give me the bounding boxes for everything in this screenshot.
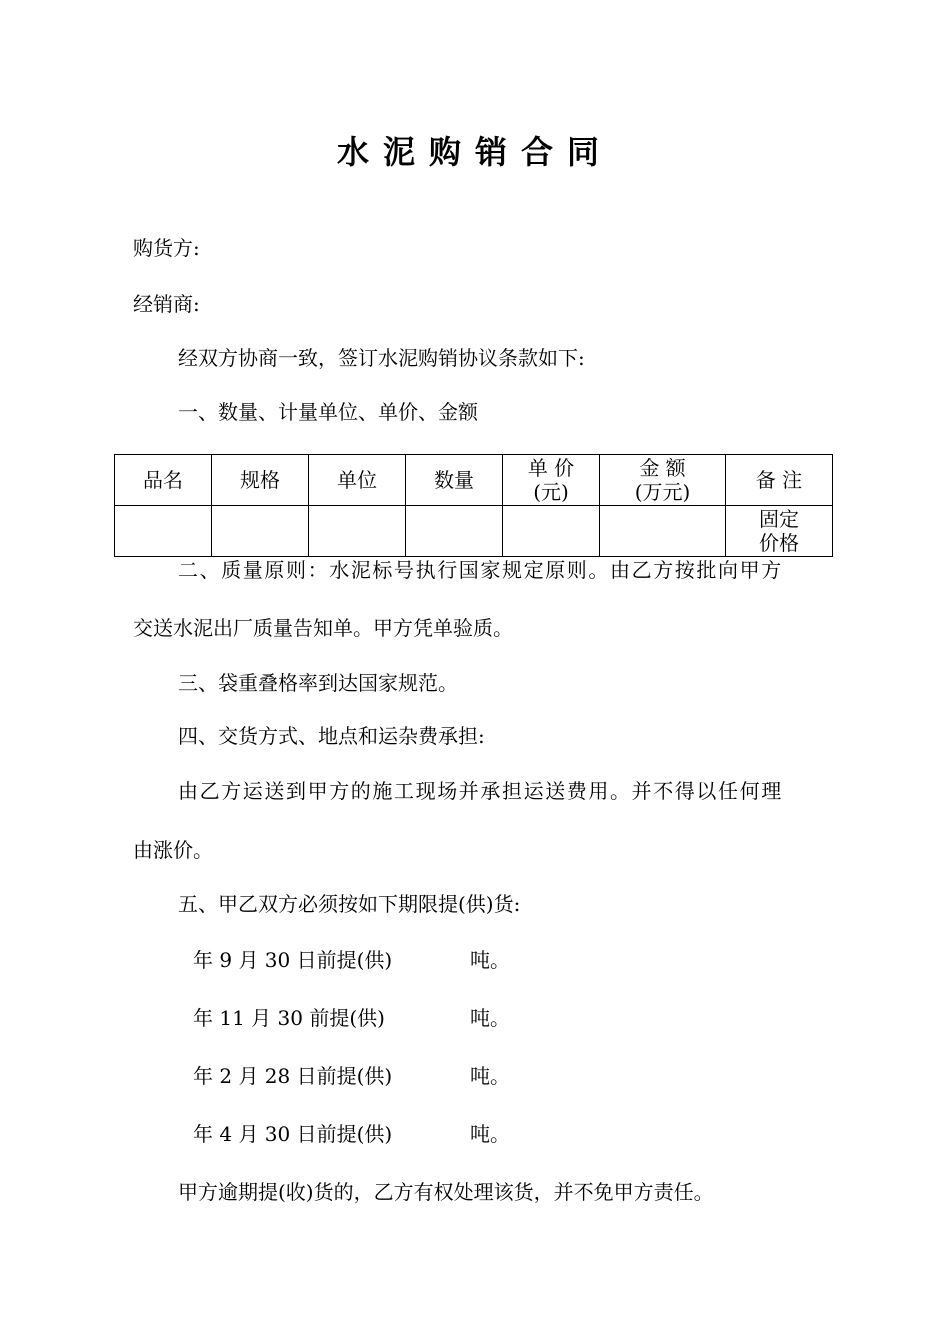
cell-unit-price <box>503 506 600 557</box>
schedule-date-3: 年 2 月 28 日前提(供) <box>193 1064 393 1088</box>
goods-table <box>114 454 833 557</box>
cell-unit <box>309 506 406 557</box>
intro-text: 经双方协商一致，签订水泥购销协议条款如下: <box>178 346 585 370</box>
header-amount-unit: (万元) <box>634 480 691 504</box>
cell-product-name <box>115 506 212 557</box>
overdue-clause: 甲方逾期提(收)货的，乙方有权处理该货，并不免甲方责任。 <box>178 1180 714 1204</box>
header-unit-price-label: 单 价 <box>527 456 575 480</box>
header-amount <box>600 455 726 506</box>
section-3: 三、袋重叠格率到达国家规范。 <box>178 671 458 695</box>
schedule-unit-3: 吨。 <box>470 1064 510 1088</box>
cell-spec <box>212 506 309 557</box>
document-title: 水泥购销合同 <box>336 133 613 171</box>
buyer-label: 购货方: <box>133 236 200 260</box>
cell-remarks-line1: 固定 <box>759 507 799 531</box>
schedule-unit-1: 吨。 <box>470 948 510 972</box>
section-4-body-line2: 由涨价。 <box>133 838 213 862</box>
header-quantity: 数量 <box>406 455 503 506</box>
cell-remarks-line2: 价格 <box>759 531 799 555</box>
header-remarks: 备 注 <box>726 455 833 506</box>
header-unit-price-unit: (元) <box>533 480 569 504</box>
header-amount-label: 金 额 <box>639 456 686 480</box>
section-5-heading: 五、甲乙双方必须按如下期限提(供)货: <box>178 892 521 916</box>
section-2-line2: 交送水泥出厂质量告知单。甲方凭单验质。 <box>133 616 513 640</box>
section-4-heading: 四、交货方式、地点和运杂费承担: <box>178 724 485 748</box>
cell-remarks <box>726 506 833 557</box>
schedule-date-2: 年 11 月 30 前提(供) <box>193 1006 385 1030</box>
cell-amount <box>600 506 726 557</box>
schedule-unit-2: 吨。 <box>470 1006 510 1030</box>
table-header-row <box>115 455 833 506</box>
cell-quantity <box>406 506 503 557</box>
schedule-date-4: 年 4 月 30 日前提(供) <box>193 1122 393 1146</box>
header-unit: 单位 <box>309 455 406 506</box>
schedule-unit-4: 吨。 <box>470 1122 510 1146</box>
section-1-heading: 一、数量、计量单位、单价、金额 <box>178 400 478 424</box>
section-2-line1: 二、质量原则：水泥标号执行国家规定原则。由乙方按批向甲方 <box>178 558 783 582</box>
schedule-date-1: 年 9 月 30 日前提(供) <box>193 948 393 972</box>
dealer-label: 经销商: <box>133 292 200 316</box>
table-row <box>115 506 833 557</box>
section-4-body-line1: 由乙方运送到甲方的施工现场并承担运送费用。并不得以任何理 <box>178 779 783 803</box>
header-spec: 规格 <box>212 455 309 506</box>
header-unit-price <box>503 455 600 506</box>
header-product-name: 品名 <box>115 455 212 506</box>
